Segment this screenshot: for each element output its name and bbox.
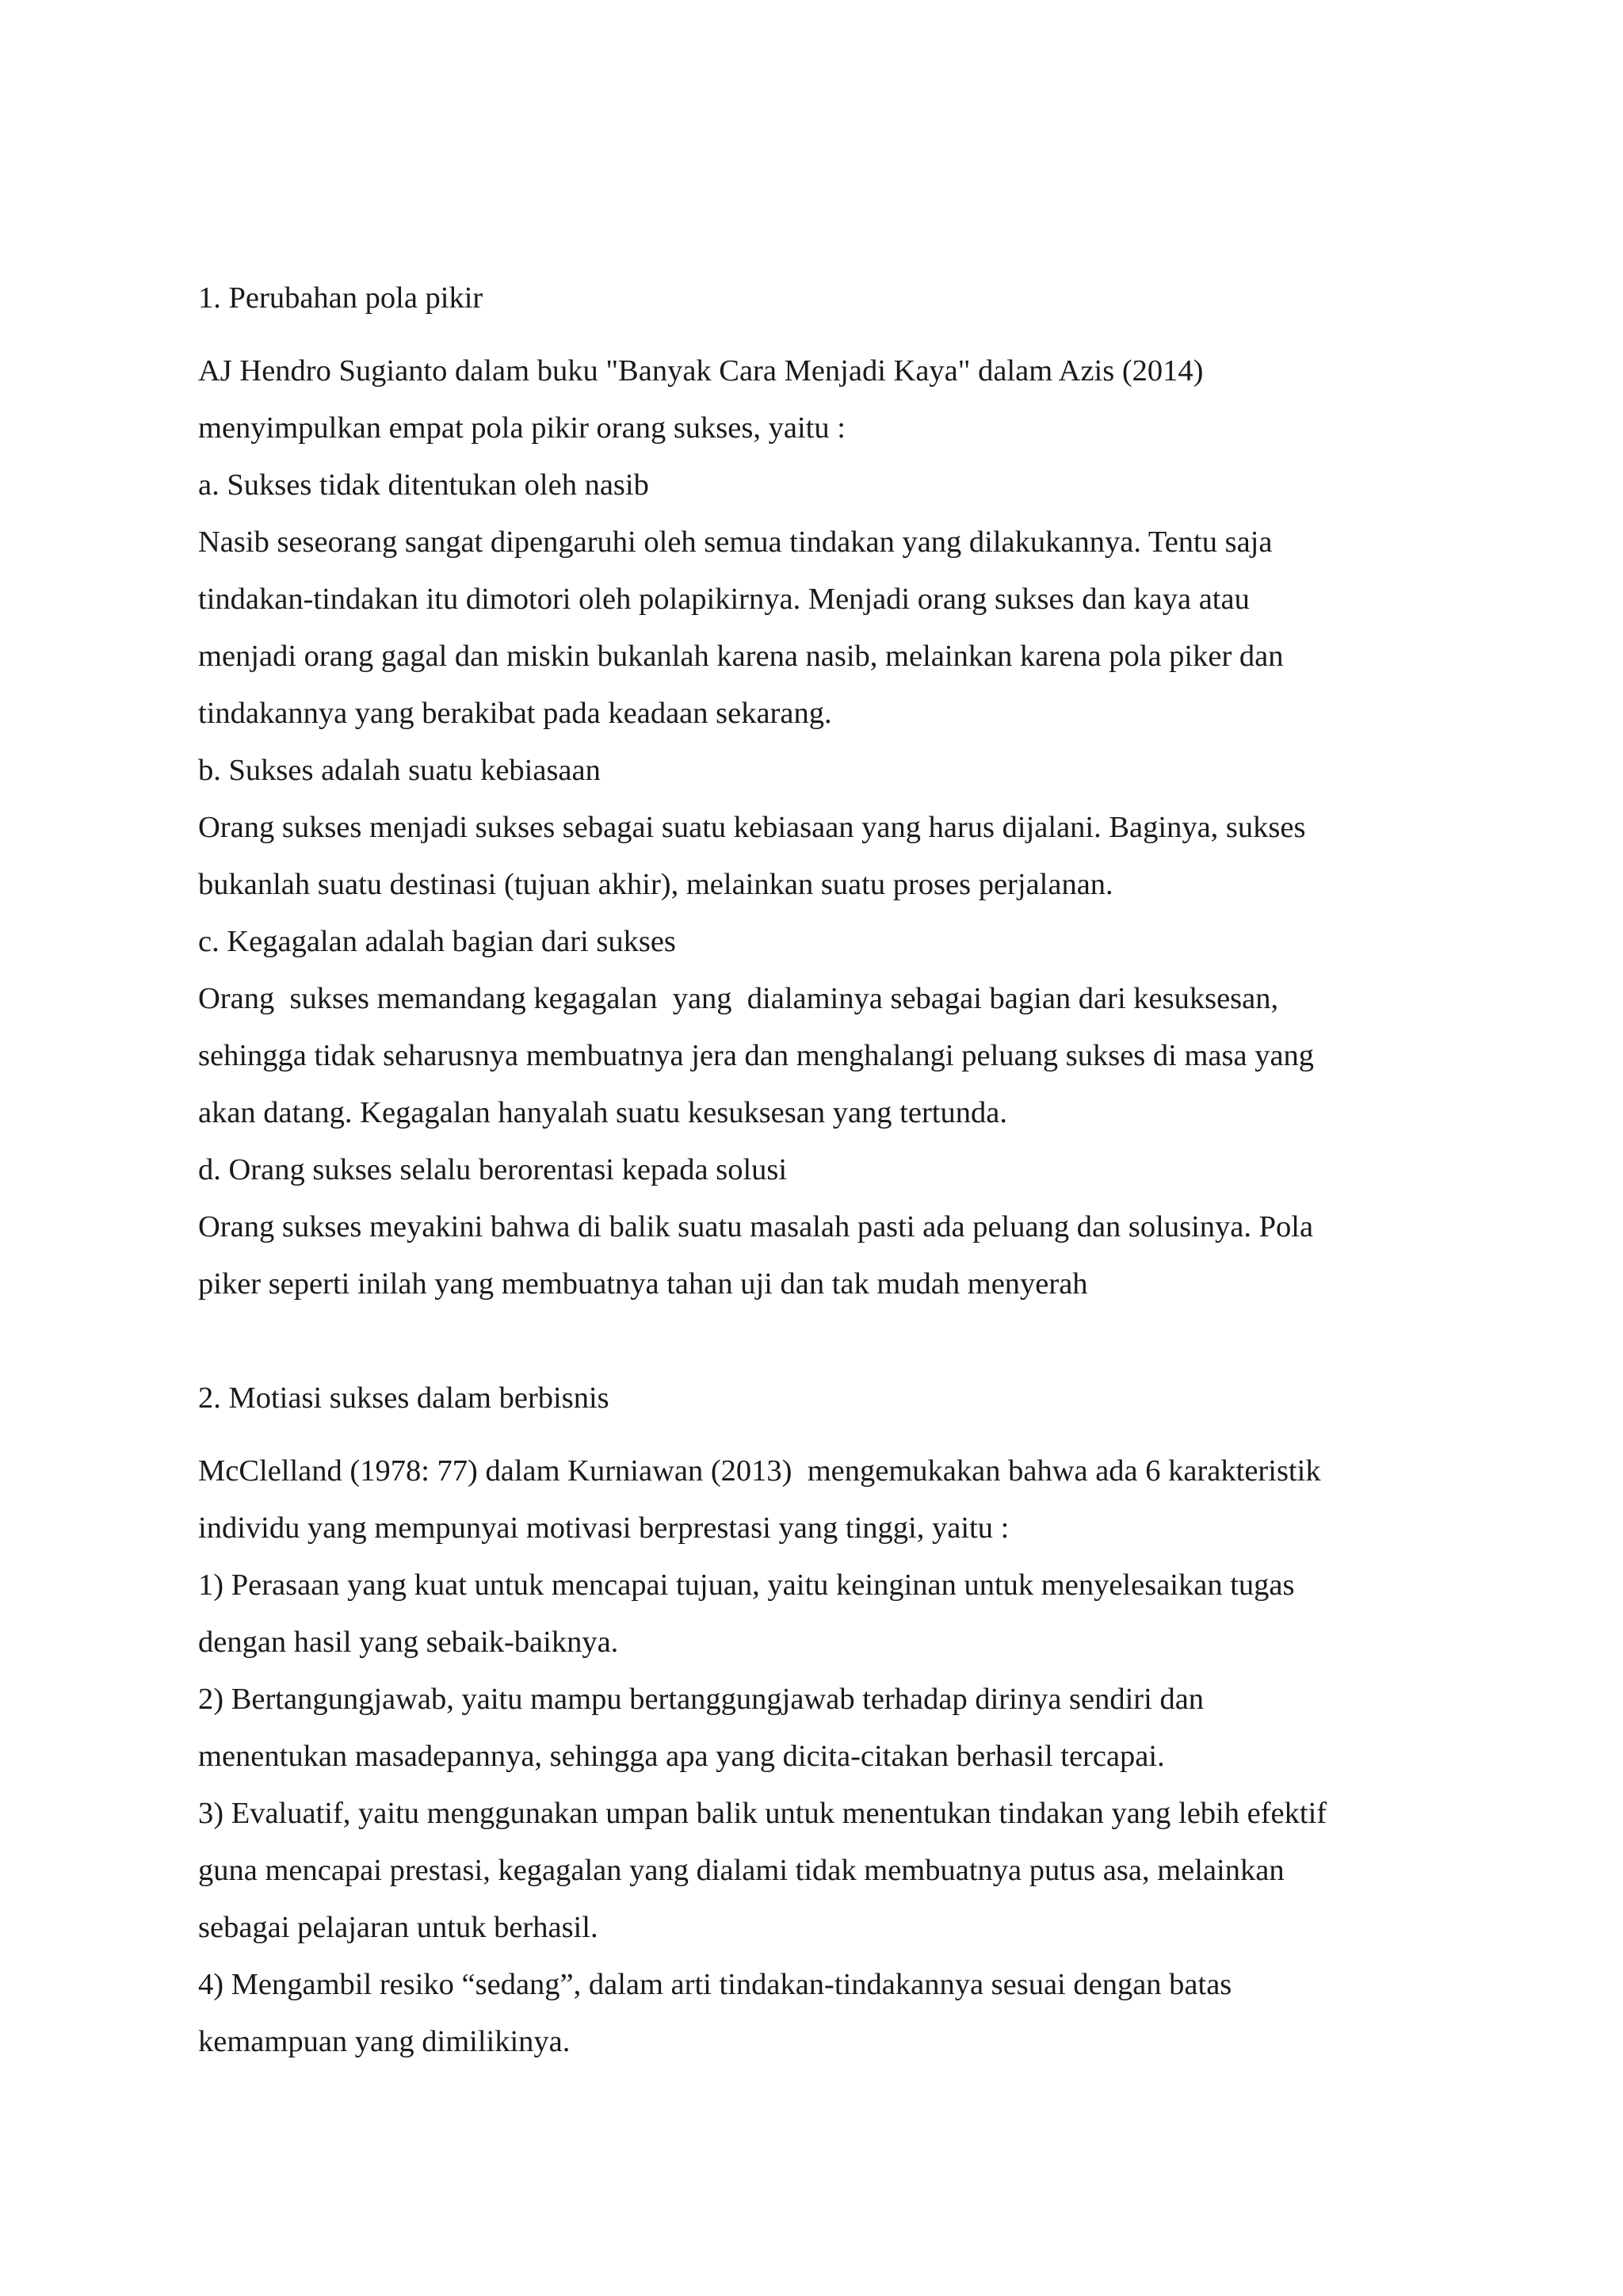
point-c-text-3: akan datang. Kegagalan hanyalah suatu kesuksesan yang tertunda. <box>198 1096 1007 1129</box>
point-c-text-1: Orang sukses memandang kegagalan yang dialaminya sebagai bagian dari kesuksesan, <box>198 982 1279 1015</box>
point-b-title: b. Sukses adalah suatu kebiasaan <box>198 754 601 787</box>
item-4-line-2: kemampuan yang dimilikinya. <box>198 2025 571 2058</box>
point-c-title: c. Kegagalan adalah bagian dari sukses <box>198 925 676 958</box>
spacer <box>198 327 1434 342</box>
point-b-text-2: bukanlah suatu destinasi (tujuan akhir), melainkan suatu proses perjalanan. <box>198 868 1113 901</box>
section-2-heading: 2. Motiasi sukses dalam berbisnis <box>198 1381 609 1415</box>
item-4-line-1: 4) Mengambil resiko “sedang”, dalam arti tindakan-tindakannya sesuai dengan batas <box>198 1968 1232 2001</box>
section-2-intro-line-2: individu yang mempunyai motivasi berprestasi yang tinggi, yaitu : <box>198 1511 1010 1545</box>
item-3-line-3: sebagai pelajaran untuk berhasil. <box>198 1911 598 1944</box>
section-2-intro-line-1: McClelland (1978: 77) dalam Kurniawan (2013) mengemukakan bahwa ada 6 karakteristik <box>198 1454 1321 1488</box>
spacer <box>198 1427 1434 1442</box>
item-1-line-2: dengan hasil yang sebaik-baiknya. <box>198 1626 619 1659</box>
item-2-line-1: 2) Bertangungjawab, yaitu mampu bertanggungjawab terhadap dirinya sendiri dan <box>198 1683 1205 1716</box>
point-d-text-1: Orang sukses meyakini bahwa di balik suatu masalah pasti ada peluang dan solusinya. Pola <box>198 1210 1314 1244</box>
section-spacer <box>198 1312 1434 1370</box>
point-b-text-1: Orang sukses menjadi sukses sebagai suatu kebiasaan yang harus dijalani. Baginya, sukses <box>198 811 1306 844</box>
point-a-text-3: menjadi orang gagal dan miskin bukanlah karena nasib, melainkan karena pola piker dan <box>198 640 1284 673</box>
point-a-text-1: Nasib seseorang sangat dipengaruhi oleh semua tindakan yang dilakukannya. Tentu saja <box>198 525 1273 559</box>
point-a-title: a. Sukses tidak ditentukan oleh nasib <box>198 468 649 502</box>
point-a-text-4: tindakannya yang berakibat pada keadaan sekarang. <box>198 697 832 730</box>
point-a-text-2: tindakan-tindakan itu dimotori oleh polapikirnya. Menjadi orang sukses dan kaya atau <box>198 583 1250 616</box>
point-c-text-2: sehingga tidak seharusnya membuatnya jera dan menghalangi peluang sukses di masa yang <box>198 1039 1315 1072</box>
item-3-line-2: guna mencapai prestasi, kegagalan yang dialami tidak membuatnya putus asa, melainkan <box>198 1854 1285 1887</box>
document-body <box>198 269 1434 2070</box>
section-1-intro-line-2: menyimpulkan empat pola pikir orang sukses, yaitu : <box>198 411 846 445</box>
section-1-heading: 1. Perubahan pola pikir <box>198 281 483 315</box>
item-1-line-1: 1) Perasaan yang kuat untuk mencapai tujuan, yaitu keinginan untuk menyelesaikan tugas <box>198 1568 1295 1602</box>
point-d-title: d. Orang sukses selalu berorentasi kepada solusi <box>198 1153 788 1186</box>
point-d-text-2: piker seperti inilah yang membuatnya tahan uji dan tak mudah menyerah <box>198 1267 1088 1301</box>
section-1-intro-line-1: AJ Hendro Sugianto dalam buku "Banyak Cara Menjadi Kaya" dalam Azis (2014) <box>198 354 1204 388</box>
item-3-line-1: 3) Evaluatif, yaitu menggunakan umpan balik untuk menentukan tindakan yang lebih efektif <box>198 1797 1327 1830</box>
item-2-line-2: menentukan masadepannya, sehingga apa yang dicita-citakan berhasil tercapai. <box>198 1740 1165 1773</box>
